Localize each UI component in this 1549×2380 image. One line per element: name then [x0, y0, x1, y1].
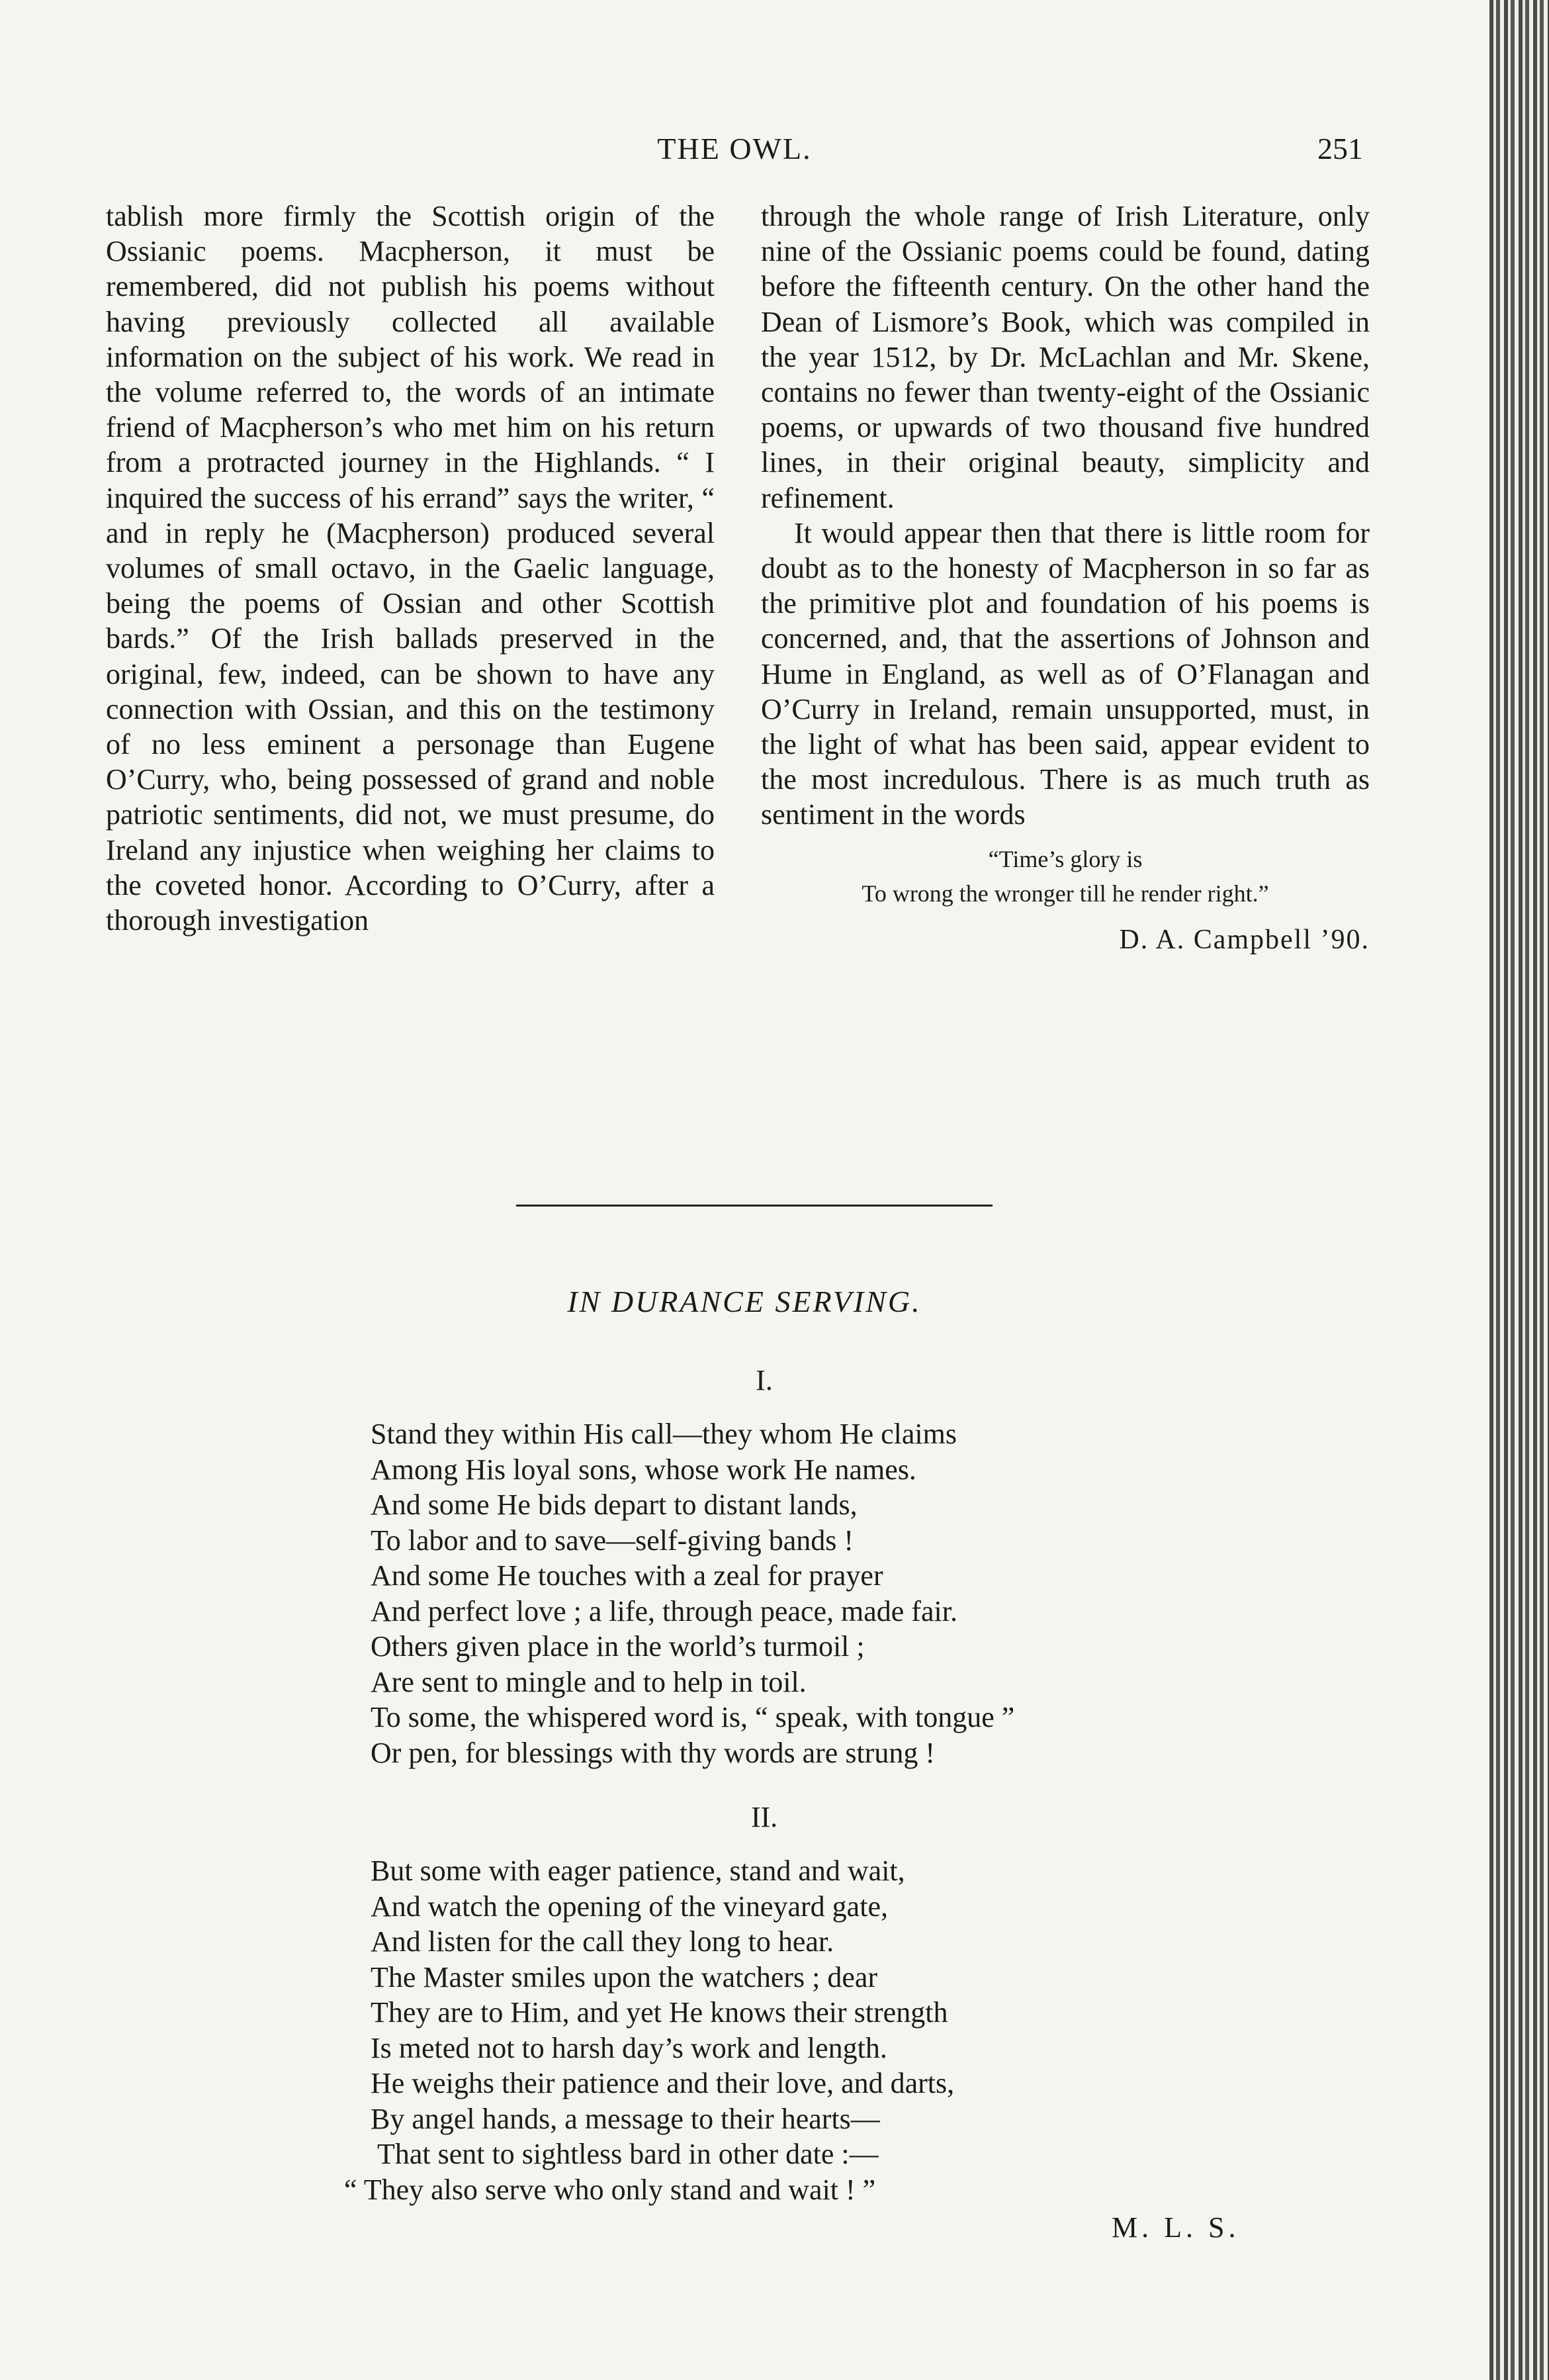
- article-columns: [106, 199, 1370, 1099]
- poem-line: And some He touches with a zeal for prayer: [371, 1559, 883, 1592]
- quote-line: To wrong the wronger till he render right.”: [862, 880, 1269, 907]
- poem-line: Is meted not to harsh day’s work and length.: [371, 2031, 887, 2064]
- poem-line: Among His loyal sons, whose work He names.: [371, 1453, 916, 1486]
- poem-line: Stand they within His call—they whom He claims: [371, 1418, 957, 1450]
- poem-line: The Master smiles upon the watchers ; dear: [371, 1960, 878, 1993]
- poem-line: Are sent to mingle and to help in toil.: [371, 1665, 807, 1698]
- stanza: [344, 1853, 1231, 2207]
- poem-signature: M. L. S.: [1112, 2211, 1240, 2244]
- quotation: [761, 842, 1370, 911]
- stanza-number: II.: [750, 1801, 778, 1833]
- poem-line: And watch the opening of the vineyard gate,: [371, 1890, 888, 1923]
- page-number: 251: [1317, 132, 1363, 165]
- poem-line: Or pen, for blessings with thy words are strung !: [371, 1736, 935, 1769]
- left-column: [106, 199, 715, 938]
- poem-line: To some, the whispered word is, “ speak, with tongue ”: [371, 1701, 1015, 1733]
- binding-gutter: [1489, 0, 1549, 2380]
- poem-title: IN DURANCE SERVING.: [567, 1285, 922, 1318]
- running-head: [106, 131, 1363, 171]
- poem-line: But some with eager patience, stand and wait,: [371, 1854, 905, 1887]
- section-divider: [516, 1205, 993, 1207]
- poem-line: That sent to sightless bard in other date :—: [377, 2138, 879, 2170]
- poem-line: And listen for the call they long to hear.: [371, 1925, 834, 1958]
- article-paragraph: through the whole range of Irish Literature, only nine of the Ossianic poems could be found, dating before the fifteenth century. On the other hand the Dean of Lismore’s Book, which was compiled in the year 1512, by Dr. McLachlan and Mr. Skene, contains no fewer than twenty-eight of the Ossianic poems, or upwards of two thousand five hundred lines, in their original beauty, simplicity and refinement.: [761, 200, 1370, 514]
- poem-line: They are to Him, and yet He knows their strength: [371, 1996, 948, 2029]
- article-signature: D. A. Campbell ’90.: [1119, 924, 1370, 955]
- poem-line: To labor and to save—self-giving bands !: [371, 1524, 854, 1557]
- right-column: [761, 199, 1370, 958]
- poem-line: “ They also serve who only stand and wait ! ”: [344, 2173, 876, 2206]
- poem-line: By angel hands, a message to their hearts—: [371, 2102, 880, 2135]
- poem-line: Others given place in the world’s turmoil ;: [371, 1630, 865, 1663]
- article-paragraph: tablish more firmly the Scottish origin of the Ossianic poems. Macpherson, it must be remembered, did not publish his poems without having previously collected all available information on the subject of his work. We read in the volume referred to, the words of an intimate friend of Macpherson’s who met him on his return from a protracted journey in the Highlands. “ I inquired the success of his errand” says the writer, “ and in reply he (Macpherson) produced several volumes of small octavo, in the Gaelic language, being the poems of Ossian and other Scottish bards.” Of the Irish ballads preserved in the original, few, indeed, can be shown to have any connection with Ossian, and this on the testimony of no less eminent a personage than Eugene O’Curry, who, being possessed of grand and noble patriotic sentiments, did not, we must presume, do Ireland any injustice when weighing her claims to the coveted honor. According to O’Curry, after a thorough investigation: [106, 200, 715, 937]
- poem-line: And perfect love ; a life, through peace, made fair.: [371, 1594, 957, 1627]
- quote-line: “Time’s glory is: [988, 845, 1143, 872]
- poem-line: And some He bids depart to distant lands,: [371, 1488, 858, 1521]
- poem-line: He weighs their patience and their love, and darts,: [371, 2067, 955, 2099]
- journal-title: THE OWL.: [657, 132, 812, 165]
- stanza: [371, 1416, 1231, 1770]
- stanza-number: I.: [756, 1364, 773, 1396]
- article-paragraph: It would appear then that there is little room for doubt as to the honesty of Macpherson in so far as the primitive plot and foundation of his poems is concerned, and, that the assertions of Johnson and Hume in England, as well as of O’Flanagan and O’Curry in Ireland, remain unsupported, must, in the light of what has been said, appear evident to the most incredulous. There is as much truth as sentiment in the words: [761, 516, 1370, 831]
